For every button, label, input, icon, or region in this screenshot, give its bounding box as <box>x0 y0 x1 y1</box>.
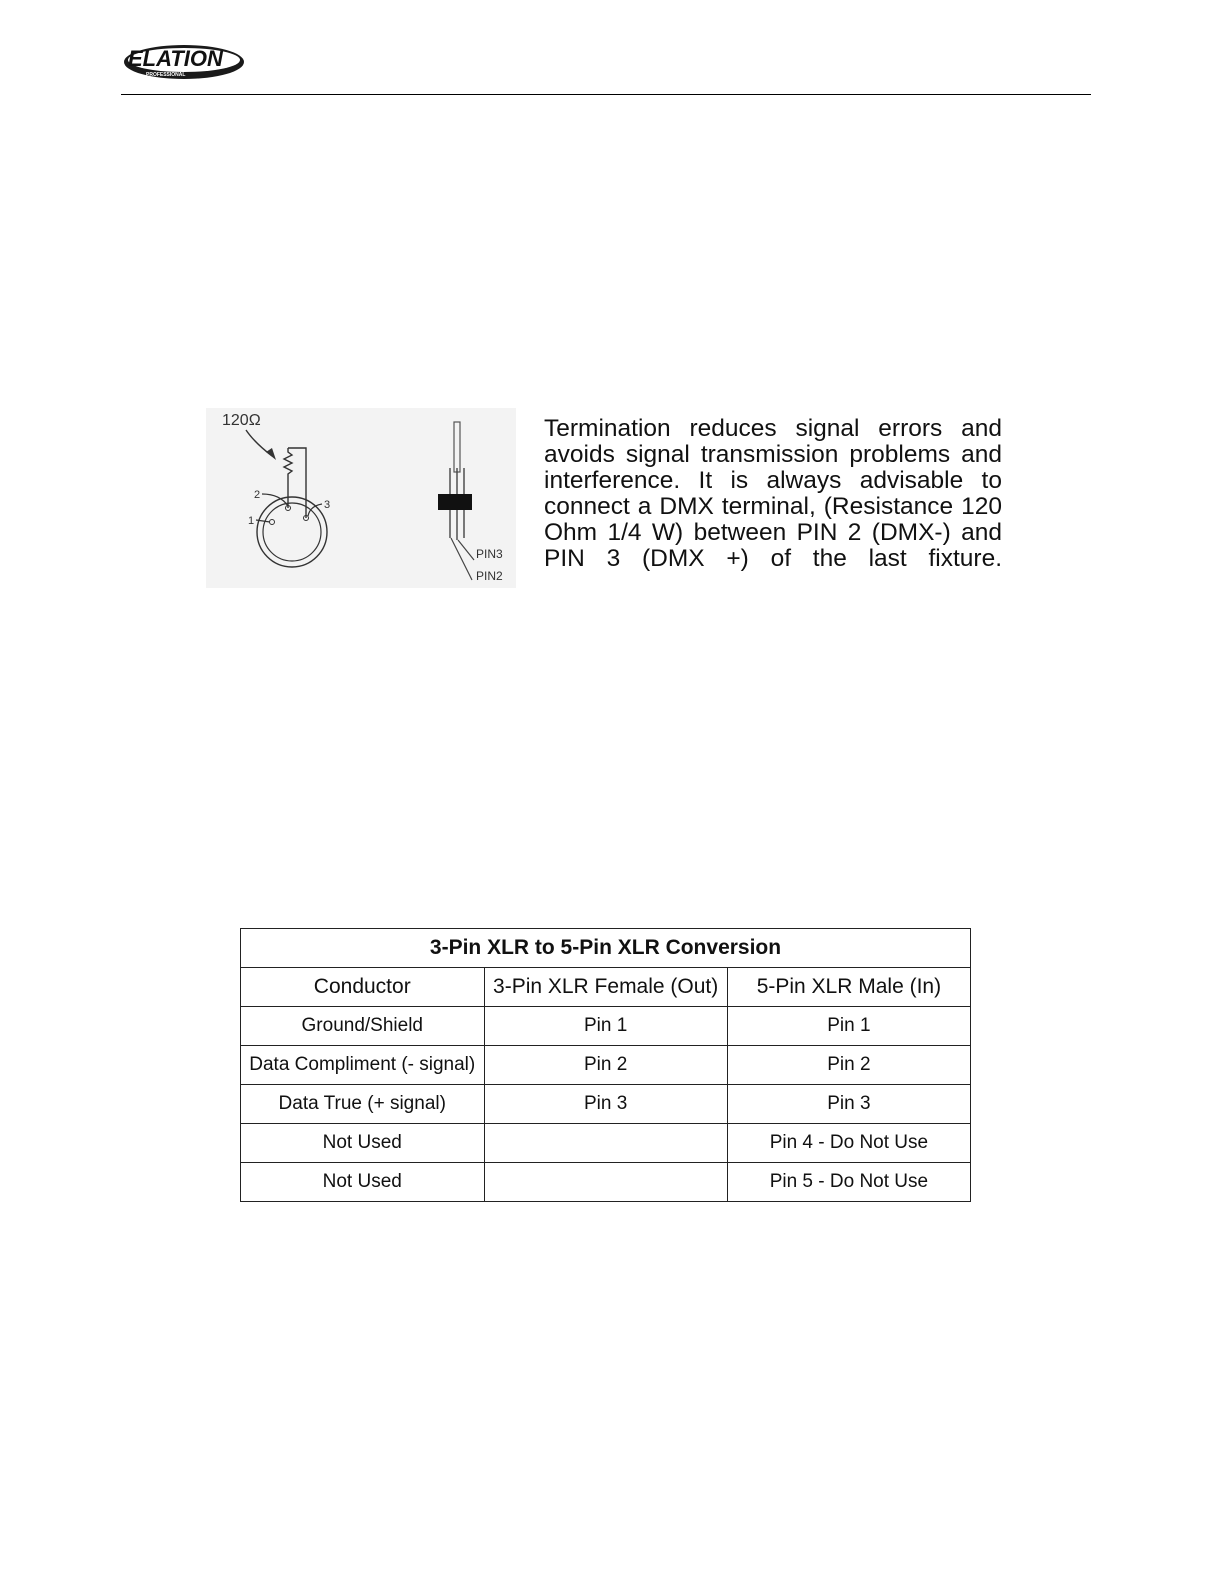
cell-3pin: Pin 2 <box>484 1046 727 1085</box>
table-header-row <box>241 968 971 1007</box>
cell-5pin: Pin 2 <box>727 1046 970 1085</box>
xlr-conversion-table <box>240 928 971 1202</box>
cell-conductor: Ground/Shield <box>241 1007 485 1046</box>
table-row <box>241 1124 971 1163</box>
header-5pin: 5-Pin XLR Male (In) <box>727 968 970 1007</box>
arrow-head <box>266 448 276 460</box>
table-row <box>241 1163 971 1202</box>
table-title-row <box>241 929 971 968</box>
cell-3pin: Pin 1 <box>484 1007 727 1046</box>
logo-text: ELATION <box>128 46 223 71</box>
pin-label-1: 1 <box>248 515 255 527</box>
pin3-label: PIN3 <box>476 547 503 561</box>
pin2-label: PIN2 <box>476 569 503 583</box>
plug-band <box>438 494 472 510</box>
elation-logo <box>122 38 246 82</box>
cell-conductor: Not Used <box>241 1163 485 1202</box>
cell-5pin: Pin 5 - Do Not Use <box>727 1163 970 1202</box>
resistor-label: 120Ω <box>222 412 261 429</box>
cell-conductor: Data True (+ signal) <box>241 1085 485 1124</box>
pin-label-3: 3 <box>324 499 331 511</box>
cell-5pin: Pin 1 <box>727 1007 970 1046</box>
termination-figure <box>206 408 1006 588</box>
cell-5pin: Pin 4 - Do Not Use <box>727 1124 970 1163</box>
header-3pin: 3-Pin XLR Female (Out) <box>484 968 727 1007</box>
pin-label-2: 2 <box>254 489 261 501</box>
xlr-termination-diagram <box>206 408 516 588</box>
pin1-dot <box>270 520 275 525</box>
table-row <box>241 1085 971 1124</box>
resistor-icon <box>284 448 292 508</box>
termination-paragraph: Termination reduces signal errors and avoids signal transmission problems and interference. It is always advisable to connect a DMX terminal, (Resistance 120 Ohm 1/4 W) between PIN 2 (DMX-) and PIN 3 (DMX +) of the last fixture. <box>544 415 1002 572</box>
cell-conductor: Data Compliment (- signal) <box>241 1046 485 1085</box>
table-title: 3-Pin XLR to 5-Pin XLR Conversion <box>241 929 971 968</box>
header-rule <box>121 94 1091 95</box>
logo-subtext: PROFESSIONAL <box>146 72 186 78</box>
cell-3pin <box>484 1124 727 1163</box>
cell-3pin: Pin 3 <box>484 1085 727 1124</box>
cell-3pin <box>484 1163 727 1202</box>
xlr-outer-ring <box>257 497 327 567</box>
table-row <box>241 1046 971 1085</box>
table-row <box>241 1007 971 1046</box>
cell-5pin: Pin 3 <box>727 1085 970 1124</box>
plug-tip <box>454 422 460 472</box>
header-conductor: Conductor <box>241 968 485 1007</box>
xlr-inner-ring <box>263 503 321 561</box>
cell-conductor: Not Used <box>241 1124 485 1163</box>
